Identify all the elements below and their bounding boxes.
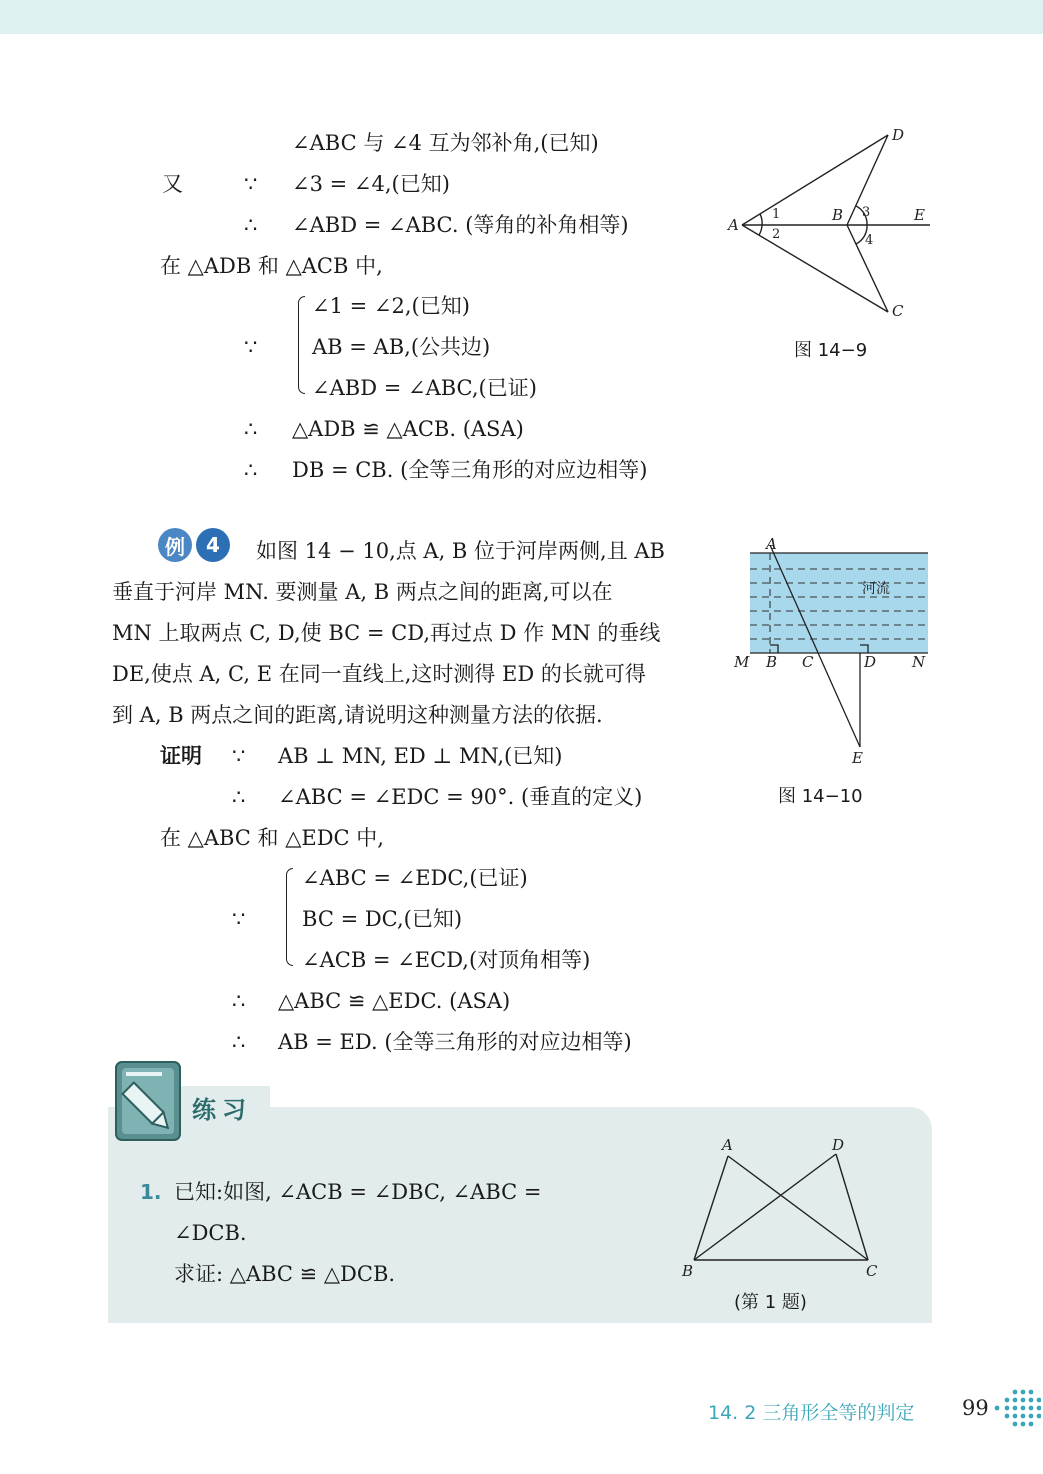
proof2-brace-line2: BC = DC,(已知) (302, 907, 463, 931)
question-line3: 求证: △ABC ≌ △DCB. (174, 1262, 396, 1286)
practice-title: 练习 (192, 1096, 252, 1124)
proof1-line2: ∠3 = ∠4,(已知) (292, 172, 450, 196)
fig1-angle-2: 2 (772, 227, 781, 242)
practice-label-d: D (832, 1136, 845, 1154)
figure-14-9 (720, 120, 950, 330)
fig1-label-e: E (914, 206, 925, 224)
proof1-line6: △ADB ≌ △ACB. (ASA) (292, 417, 524, 441)
fig2-label-e: E (852, 749, 863, 767)
because-symbol: ∵ (232, 907, 246, 931)
because-symbol: ∵ (244, 335, 258, 359)
because-symbol: ∵ (232, 744, 246, 768)
fig2-label-m: M (734, 653, 750, 671)
proof1-brace-line2: AB = AB,(公共边) (312, 335, 491, 359)
therefore-symbol: ∴ (244, 417, 258, 441)
therefore-symbol: ∴ (232, 1030, 246, 1054)
page-number: 99 (962, 1396, 989, 1420)
figure-14-10-caption: 图 14−10 (778, 786, 863, 807)
left-brace (298, 296, 305, 394)
proof2-line2: ∠ABC = ∠EDC = 90°. (垂直的定义) (278, 785, 643, 809)
practice-label-a: A (722, 1136, 733, 1154)
because-symbol: ∵ (244, 172, 258, 196)
figure-14-10 (730, 535, 940, 770)
example-line1: 如图 14 − 10,点 A, B 位于河岸两侧,且 AB (256, 539, 665, 563)
question-line1: 已知:如图, ∠ACB = ∠DBC, ∠ABC = (174, 1180, 542, 1204)
fig1-angle-4: 4 (865, 233, 874, 248)
proof1-brace-line1: ∠1 = ∠2,(已知) (312, 294, 470, 318)
fig2-label-a: A (766, 535, 777, 553)
proof2-line1: AB ⊥ MN, ED ⊥ MN,(已知) (278, 744, 563, 768)
proof2-line3: 在 △ABC 和 △EDC 中, (160, 826, 384, 850)
example-badge (158, 528, 230, 562)
therefore-symbol: ∴ (232, 989, 246, 1013)
proof2-brace-line3: ∠ACB = ∠ECD,(对顶角相等) (302, 948, 591, 972)
example-badge-number: 4 (196, 528, 230, 562)
example-line3: MN 上取两点 C, D,使 BC = CD,再过点 D 作 MN 的垂线 (112, 621, 661, 645)
proof2-line5: △ABC ≌ △EDC. (ASA) (278, 989, 511, 1013)
fig2-label-b: B (766, 653, 778, 671)
river-label: 河流 (862, 581, 890, 597)
therefore-symbol: ∴ (244, 458, 258, 482)
question-line2: ∠DCB. (174, 1221, 247, 1245)
fig1-label-b: B (832, 206, 844, 224)
example-line2: 垂直于河岸 MN. 要测量 A, B 两点之间的距离,可以在 (112, 580, 613, 604)
fig1-angle-3: 3 (862, 205, 871, 220)
practice-figure-caption: (第 1 题) (734, 1292, 807, 1313)
river-area (750, 553, 928, 653)
example-line4: DE,使点 A, C, E 在同一直线上,这时测得 ED 的长就可得 (112, 662, 646, 686)
proof2-brace-line1: ∠ABC = ∠EDC,(已证) (302, 866, 528, 890)
proof1-line1: ∠ABC 与 ∠4 互为邻补角,(已知) (292, 131, 599, 155)
fig1-label-c: C (892, 302, 904, 320)
dot-pattern-icon (993, 1388, 1041, 1428)
figure-14-9-caption: 图 14−9 (794, 340, 868, 361)
proof1-brace-line3: ∠ABD = ∠ABC,(已证) (312, 376, 537, 400)
proof1-you: 又 (162, 172, 183, 196)
practice-label-b: B (682, 1262, 694, 1280)
practice-figure (672, 1130, 892, 1290)
practice-label-c: C (866, 1262, 878, 1280)
fig1-label-a: A (728, 216, 739, 234)
example-badge-label: 例 (158, 528, 192, 562)
proof1-line3: ∠ABD = ∠ABC. (等角的补角相等) (292, 213, 629, 237)
fig1-label-d: D (892, 126, 905, 144)
therefore-symbol: ∴ (232, 785, 246, 809)
proof1-line7: DB = CB. (全等三角形的对应边相等) (292, 458, 648, 482)
proof-label: 证明 (160, 744, 202, 768)
footer-section-title: 14. 2 三角形全等的判定 (708, 1402, 915, 1424)
fig2-label-d: D (864, 653, 877, 671)
pencil-book-icon (112, 1058, 184, 1144)
proof2-line6: AB = ED. (全等三角形的对应边相等) (278, 1030, 632, 1054)
fig2-label-n: N (912, 653, 926, 671)
fig1-angle-1: 1 (772, 207, 781, 222)
therefore-symbol: ∴ (244, 213, 258, 237)
proof1-line4: 在 △ADB 和 △ACB 中, (160, 254, 383, 278)
left-brace (286, 868, 293, 966)
fig2-label-c: C (802, 653, 814, 671)
question-number: 1. (140, 1180, 162, 1204)
example-line5: 到 A, B 两点之间的距离,请说明这种测量方法的依据. (112, 703, 603, 727)
top-header-band (0, 0, 1043, 34)
